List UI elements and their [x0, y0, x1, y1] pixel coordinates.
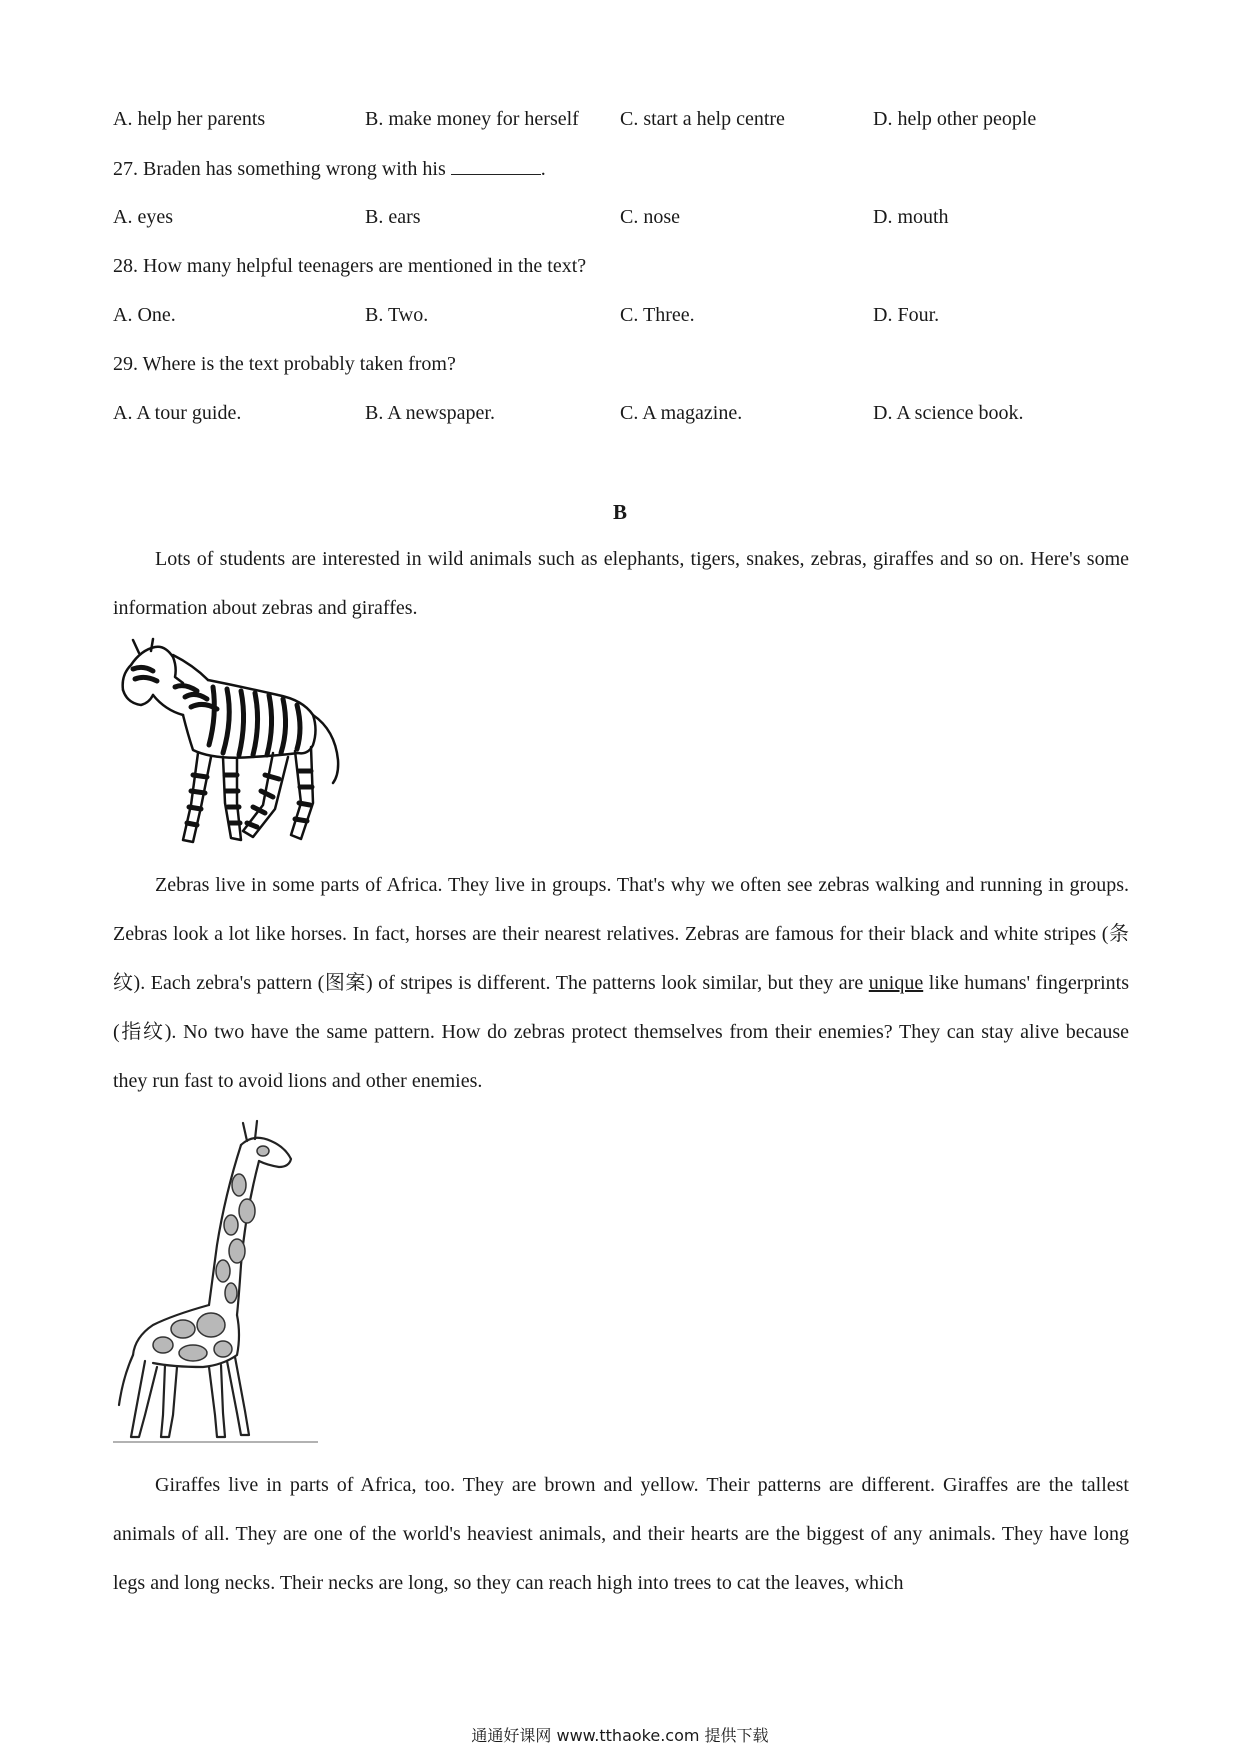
q28-option-d: D. Four. — [873, 304, 940, 326]
zebra-paragraph — [113, 861, 1129, 1106]
q28-option-c: C. Three. — [620, 304, 695, 326]
zebra-text — [113, 861, 1129, 1106]
q27-option-b: B. ears — [365, 206, 421, 228]
q29-option-d: D. A science book. — [873, 402, 1024, 424]
section-b-heading: B — [612, 500, 627, 524]
q27-options — [113, 205, 1133, 229]
q27-stem — [113, 156, 546, 181]
q27-option-a: A. eyes — [113, 206, 173, 228]
q28-stem: 28. How many helpful teenagers are mentioned in the text? — [113, 255, 587, 277]
q28-option-b: B. Two. — [365, 304, 429, 326]
q29-option-a: A. A tour guide. — [113, 402, 242, 424]
q26-option-b: B. make money for herself — [365, 108, 579, 130]
intro-paragraph — [113, 535, 1129, 633]
q26-options — [113, 107, 1133, 131]
zebra-text-part-1: Zebras live in some parts of Africa. They live in groups. That's why we often see zebras walking and running in groups. Zebras look a lot like horses. In fact, horses are their nearest relatives. Zebras are famous for their black and white stripes (条纹). Each zebra's pattern (图案) of stripes is different. The patterns look similar, but they are — [113, 874, 1129, 994]
q29-options — [113, 401, 1133, 425]
q26-option-a: A. help her parents — [113, 108, 266, 130]
q27-answer-blank — [451, 156, 541, 175]
q26-option-d: D. help other people — [873, 108, 1037, 130]
unique-underlined-word: unique — [868, 972, 924, 994]
q27-option-c: C. nose — [620, 206, 680, 228]
giraffe-illustration — [113, 1115, 323, 1445]
q27-option-d: D. mouth — [873, 206, 949, 228]
q28-option-a: A. One. — [113, 304, 176, 326]
zebra-illustration — [113, 635, 363, 850]
giraffe-text: Giraffes live in parts of Africa, too. They are brown and yellow. Their patterns are different. Giraffes are the tallest animals of all. They are one of the world's heaviest animals, and their hearts are the biggest of any animals. They have long legs and long necks. Their necks are long, so they can reach high into trees to cat the leaves, which — [113, 1474, 1129, 1594]
q29-option-c: C. A magazine. — [620, 402, 743, 424]
intro-text: Lots of students are interested in wild animals such as elephants, tigers, snakes, zebras, giraffes and so on. Here's some information about zebras and giraffes. — [113, 548, 1129, 619]
q28-options — [113, 303, 1133, 327]
q29-stem: 29. Where is the text probably taken from? — [113, 353, 456, 375]
q29-option-b: B. A newspaper. — [365, 402, 495, 424]
q27-stem-text: 27. Braden has something wrong with his — [113, 158, 451, 180]
giraffe-paragraph — [113, 1461, 1129, 1608]
q26-option-c: C. start a help centre — [620, 108, 785, 130]
zebra-text-part-2: like humans' fingerprints (指纹). No two have the same pattern. How do zebras protect themselves from their enemies? They can stay alive because they run fast to avoid lions and other enemies. — [113, 972, 1129, 1092]
page-footer: 通通好课网 www.tthaoke.com 提供下载 — [471, 1726, 769, 1745]
q27-stem-end: . — [540, 158, 546, 180]
